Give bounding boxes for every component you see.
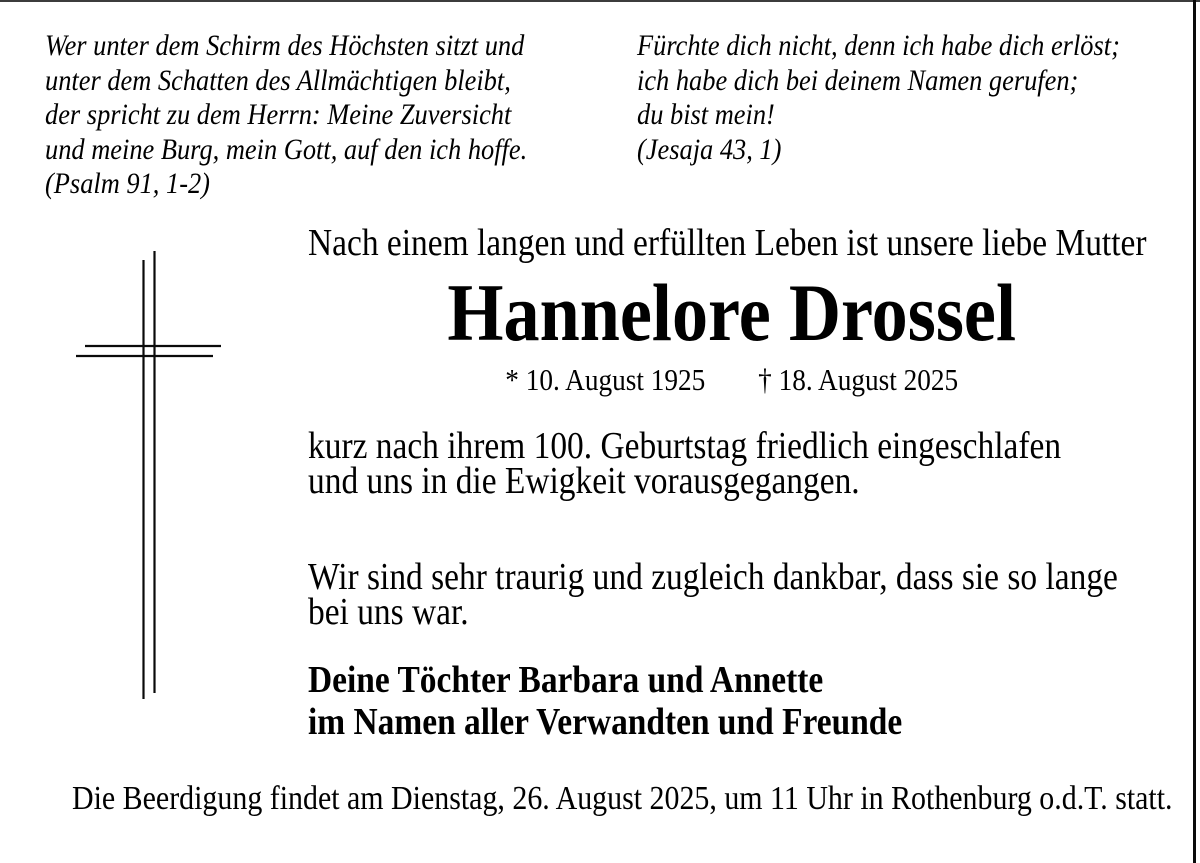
paragraph-passing xyxy=(308,425,1155,502)
paragraph-line: und uns in die Ewigkeit vorausgegangen. xyxy=(308,460,860,502)
quote-line: ich habe dich bei deinem Namen gerufen; xyxy=(637,63,1079,97)
death-date: † 18. August 2025 xyxy=(758,362,959,397)
quote-line: Fürchte dich nicht, denn ich habe dich erlöst; xyxy=(637,29,1120,62)
quote-line: Wer unter dem Schirm des Höchsten sitzt und xyxy=(45,29,525,62)
memorial-cross-icon xyxy=(60,240,230,710)
quote-line: und meine Burg, mein Gott, auf den ich hoffe. xyxy=(45,132,528,166)
paragraph-line: bei uns war. xyxy=(308,591,469,633)
paragraph-line: Wir sind sehr traurig und zugleich dankbar, dass sie so lange xyxy=(308,556,1118,598)
intro-line: Nach einem langen und erfüllten Leben ist unsere liebe Mutter xyxy=(308,222,1147,264)
quote-line: du bist mein! xyxy=(637,98,775,131)
right-column-rule xyxy=(1193,0,1196,863)
paragraph-line: kurz nach ihrem 100. Geburtstag friedlich eingeschlafen xyxy=(308,425,1062,467)
signature-line: Deine Töchter Barbara und Annette xyxy=(308,659,824,701)
quote-source: (Psalm 91, 1-2) xyxy=(45,167,210,200)
quote-line: unter dem Schatten des Allmächtigen bleibt, xyxy=(45,63,511,97)
birth-date: * 10. August 1925 xyxy=(505,362,706,397)
mourners-signature xyxy=(308,659,1155,743)
notice-body xyxy=(308,0,1155,863)
quote-source: (Jesaja 43, 1) xyxy=(637,132,782,166)
paragraph-gratitude xyxy=(308,556,1155,633)
deceased-name: Hannelore Drossel xyxy=(447,267,1017,358)
life-dates xyxy=(308,362,1155,398)
funeral-info-line: Die Beerdigung findet am Dienstag, 26. August 2025, um 11 Uhr in Rothenburg o.d.T. statt. xyxy=(72,780,1173,817)
quote-line: der spricht zu dem Herrn: Meine Zuversicht xyxy=(45,98,512,131)
signature-line: im Namen aller Verwandten und Freunde xyxy=(308,701,903,743)
